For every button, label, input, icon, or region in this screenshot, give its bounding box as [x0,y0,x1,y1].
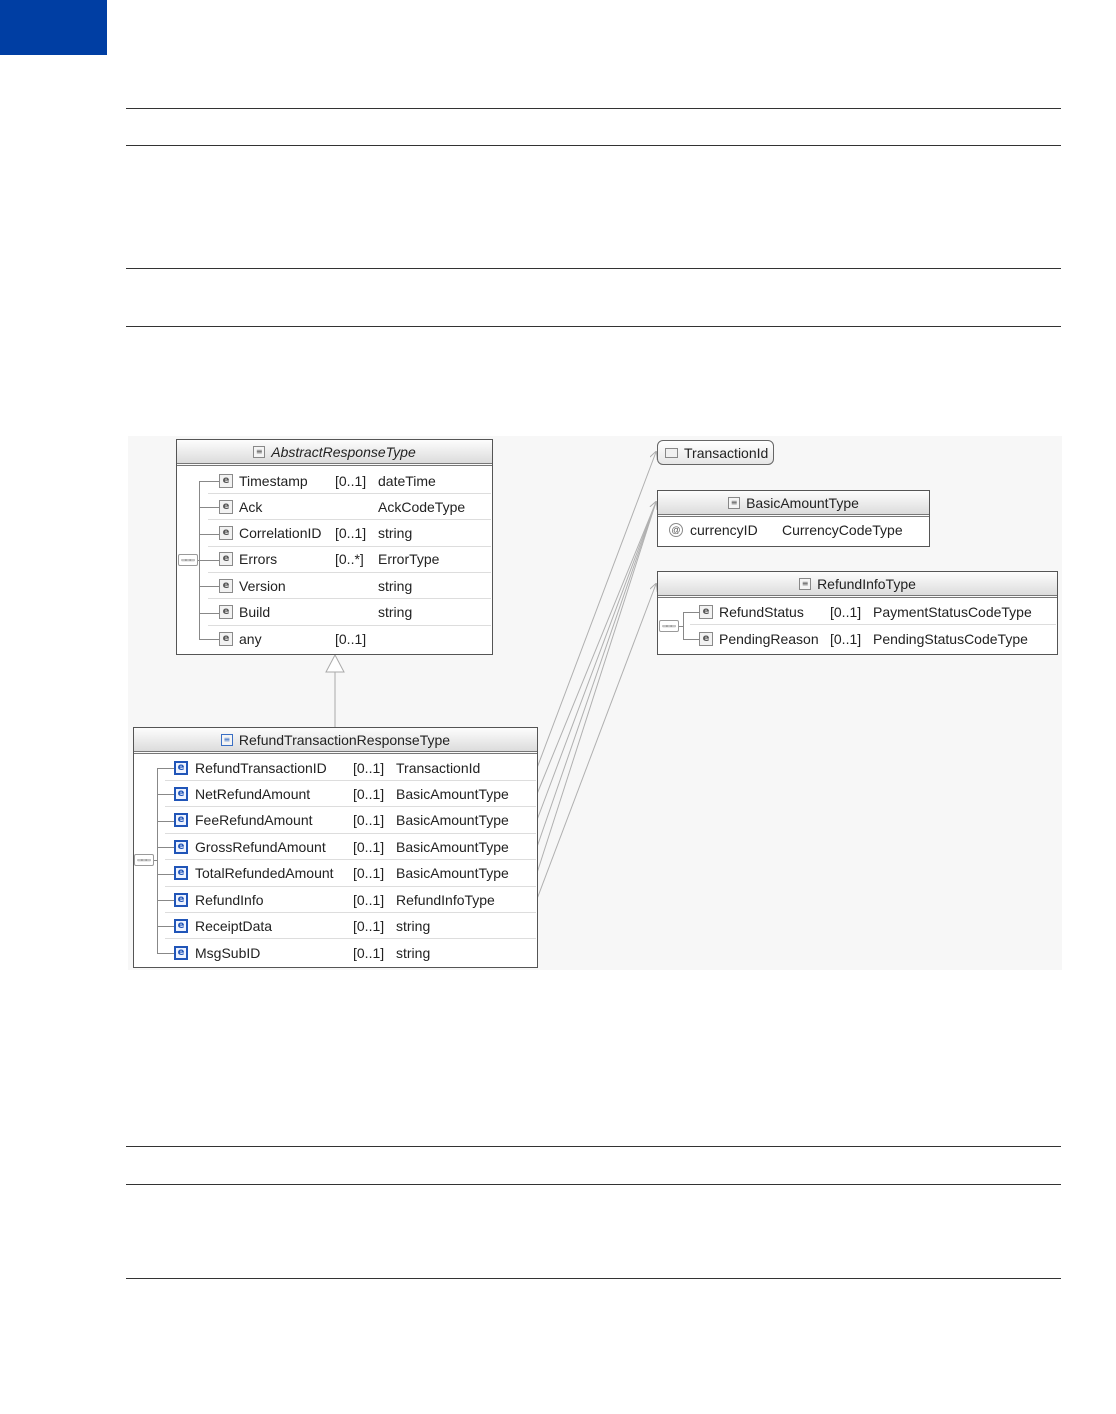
element-icon: e [699,632,713,646]
element-cardinality: [0..*] [335,551,364,568]
element-name: Version [239,577,286,594]
abstract-response-type-header [177,440,492,466]
refund-transaction-row [165,913,536,939]
ref-line-basicamount [537,502,656,794]
inheritance-arrow-icon [326,655,344,672]
sequence-icon: ▭▭▭ [659,620,679,632]
element-type: ErrorType [378,551,440,568]
element-icon: e [219,605,233,619]
element-icon: e [174,813,188,827]
abstract-response-row [208,600,491,626]
element-icon: e [174,761,188,775]
element-cardinality: [0..1] [353,785,385,802]
basic-amount-type-header [658,491,929,517]
element-icon: e [174,919,188,933]
element-cardinality: [0..1] [335,472,367,489]
element-type: string [396,944,431,961]
refund-transaction-row [165,755,536,781]
element-cardinality: [0..1] [353,812,385,829]
type-title: RefundTransactionResponseType [238,731,451,748]
transaction-id-element [657,440,774,465]
element-type: string [378,577,413,594]
ref-line-refundinfo [537,584,656,899]
element-cardinality: [0..1] [353,891,385,908]
abstract-response-row [208,468,491,494]
element-type: PendingStatusCodeType [873,630,1028,647]
element-type: PaymentStatusCodeType [873,603,1032,620]
complex-type-icon: ≡ [253,446,265,458]
attribute-name: currencyID [690,522,758,538]
table-rule-bottom [126,1278,1061,1279]
ref-line-basicamount [537,502,656,873]
element-type: BasicAmountType [396,865,509,882]
element-type: string [378,525,413,542]
refund-transaction-row [165,887,536,913]
element-type: string [396,917,431,934]
element-name: Timestamp [239,472,308,489]
element-type: BasicAmountType [396,785,509,802]
type-title: BasicAmountType [746,494,859,511]
abstract-response-row [208,494,491,520]
basic-amount-type-box [657,490,930,547]
table-rule [126,1184,1061,1185]
refund-transaction-response-type-header [134,728,537,754]
attribute-icon: @ [669,523,683,537]
element-cardinality: [0..1] [353,865,385,882]
element-name: Errors [239,551,278,568]
element-name: Build [239,604,271,620]
element-icon: e [174,840,188,854]
element-icon: e [219,579,233,593]
element-icon: e [219,526,233,540]
element-cardinality: [0..1] [830,603,862,620]
refund-transaction-row [165,940,536,966]
element-icon: e [219,474,233,488]
element-cardinality: [0..1] [335,525,367,542]
element-icon: e [174,787,188,801]
complex-type-icon: ≡ [728,497,740,509]
ref-line-basicamount [537,502,656,847]
element-type: TransactionId [396,759,481,776]
abstract-response-row [208,573,491,599]
element-name: MsgSubID [195,944,261,961]
element-cardinality: [0..1] [353,838,385,855]
element-name: PendingReason [719,630,819,647]
element-cardinality: [0..1] [830,630,862,647]
element-type: string [378,604,413,620]
refund-info-row [690,599,1056,625]
element-type: AckCodeType [378,498,466,515]
refund-transaction-row [165,861,536,887]
refund-transaction-row [165,834,536,860]
element-name: NetRefundAmount [195,785,311,802]
element-type: BasicAmountType [396,838,509,855]
element-cardinality: [0..1] [353,944,385,961]
refund-info-row [690,626,1056,652]
table-rule-top [126,1146,1061,1147]
element-cardinality: [0..1] [353,917,385,934]
ref-line-transactionid [537,452,656,768]
element-type: BasicAmountType [396,812,509,829]
ref-line-basicamount [537,502,656,820]
abstract-response-row [208,626,491,652]
element-cardinality: [0..1] [353,759,385,776]
complex-type-icon: ≡ [799,578,811,590]
refund-info-type-header [658,572,1057,598]
type-title: AbstractResponseType [271,443,416,460]
element-type: RefundInfoType [396,891,495,908]
element-title: TransactionId [684,444,769,461]
element-name: any [239,630,262,647]
type-title: RefundInfoType [817,575,916,592]
element-name: Ack [239,498,263,515]
sequence-icon: ▭▭▭ [178,554,198,566]
element-name: RefundInfo [195,891,264,908]
refund-transaction-row [165,808,536,834]
element-name: RefundStatus [719,603,804,620]
abstract-response-row [208,547,491,573]
abstract-response-row [208,521,491,547]
element-icon: e [174,893,188,907]
attribute-row [658,517,929,543]
simple-type-icon [665,448,678,458]
sequence-icon: ▭▭▭ [134,854,154,866]
complex-type-icon: ≡ [221,734,233,746]
element-icon: e [219,500,233,514]
element-icon: e [699,605,713,619]
element-icon: e [174,946,188,960]
element-name: FeeRefundAmount [195,812,313,829]
element-name: TotalRefundedAmount [195,865,334,882]
element-name: CorrelationID [239,525,322,542]
element-type: dateTime [378,472,436,489]
element-icon: e [219,632,233,646]
refund-transaction-row [165,781,536,807]
attribute-type: CurrencyCodeType [782,522,903,538]
element-icon: e [174,866,188,880]
element-name: GrossRefundAmount [195,838,326,855]
element-cardinality: [0..1] [335,630,367,647]
element-name: ReceiptData [195,917,273,934]
element-icon: e [219,552,233,566]
element-name: RefundTransactionID [195,759,327,776]
